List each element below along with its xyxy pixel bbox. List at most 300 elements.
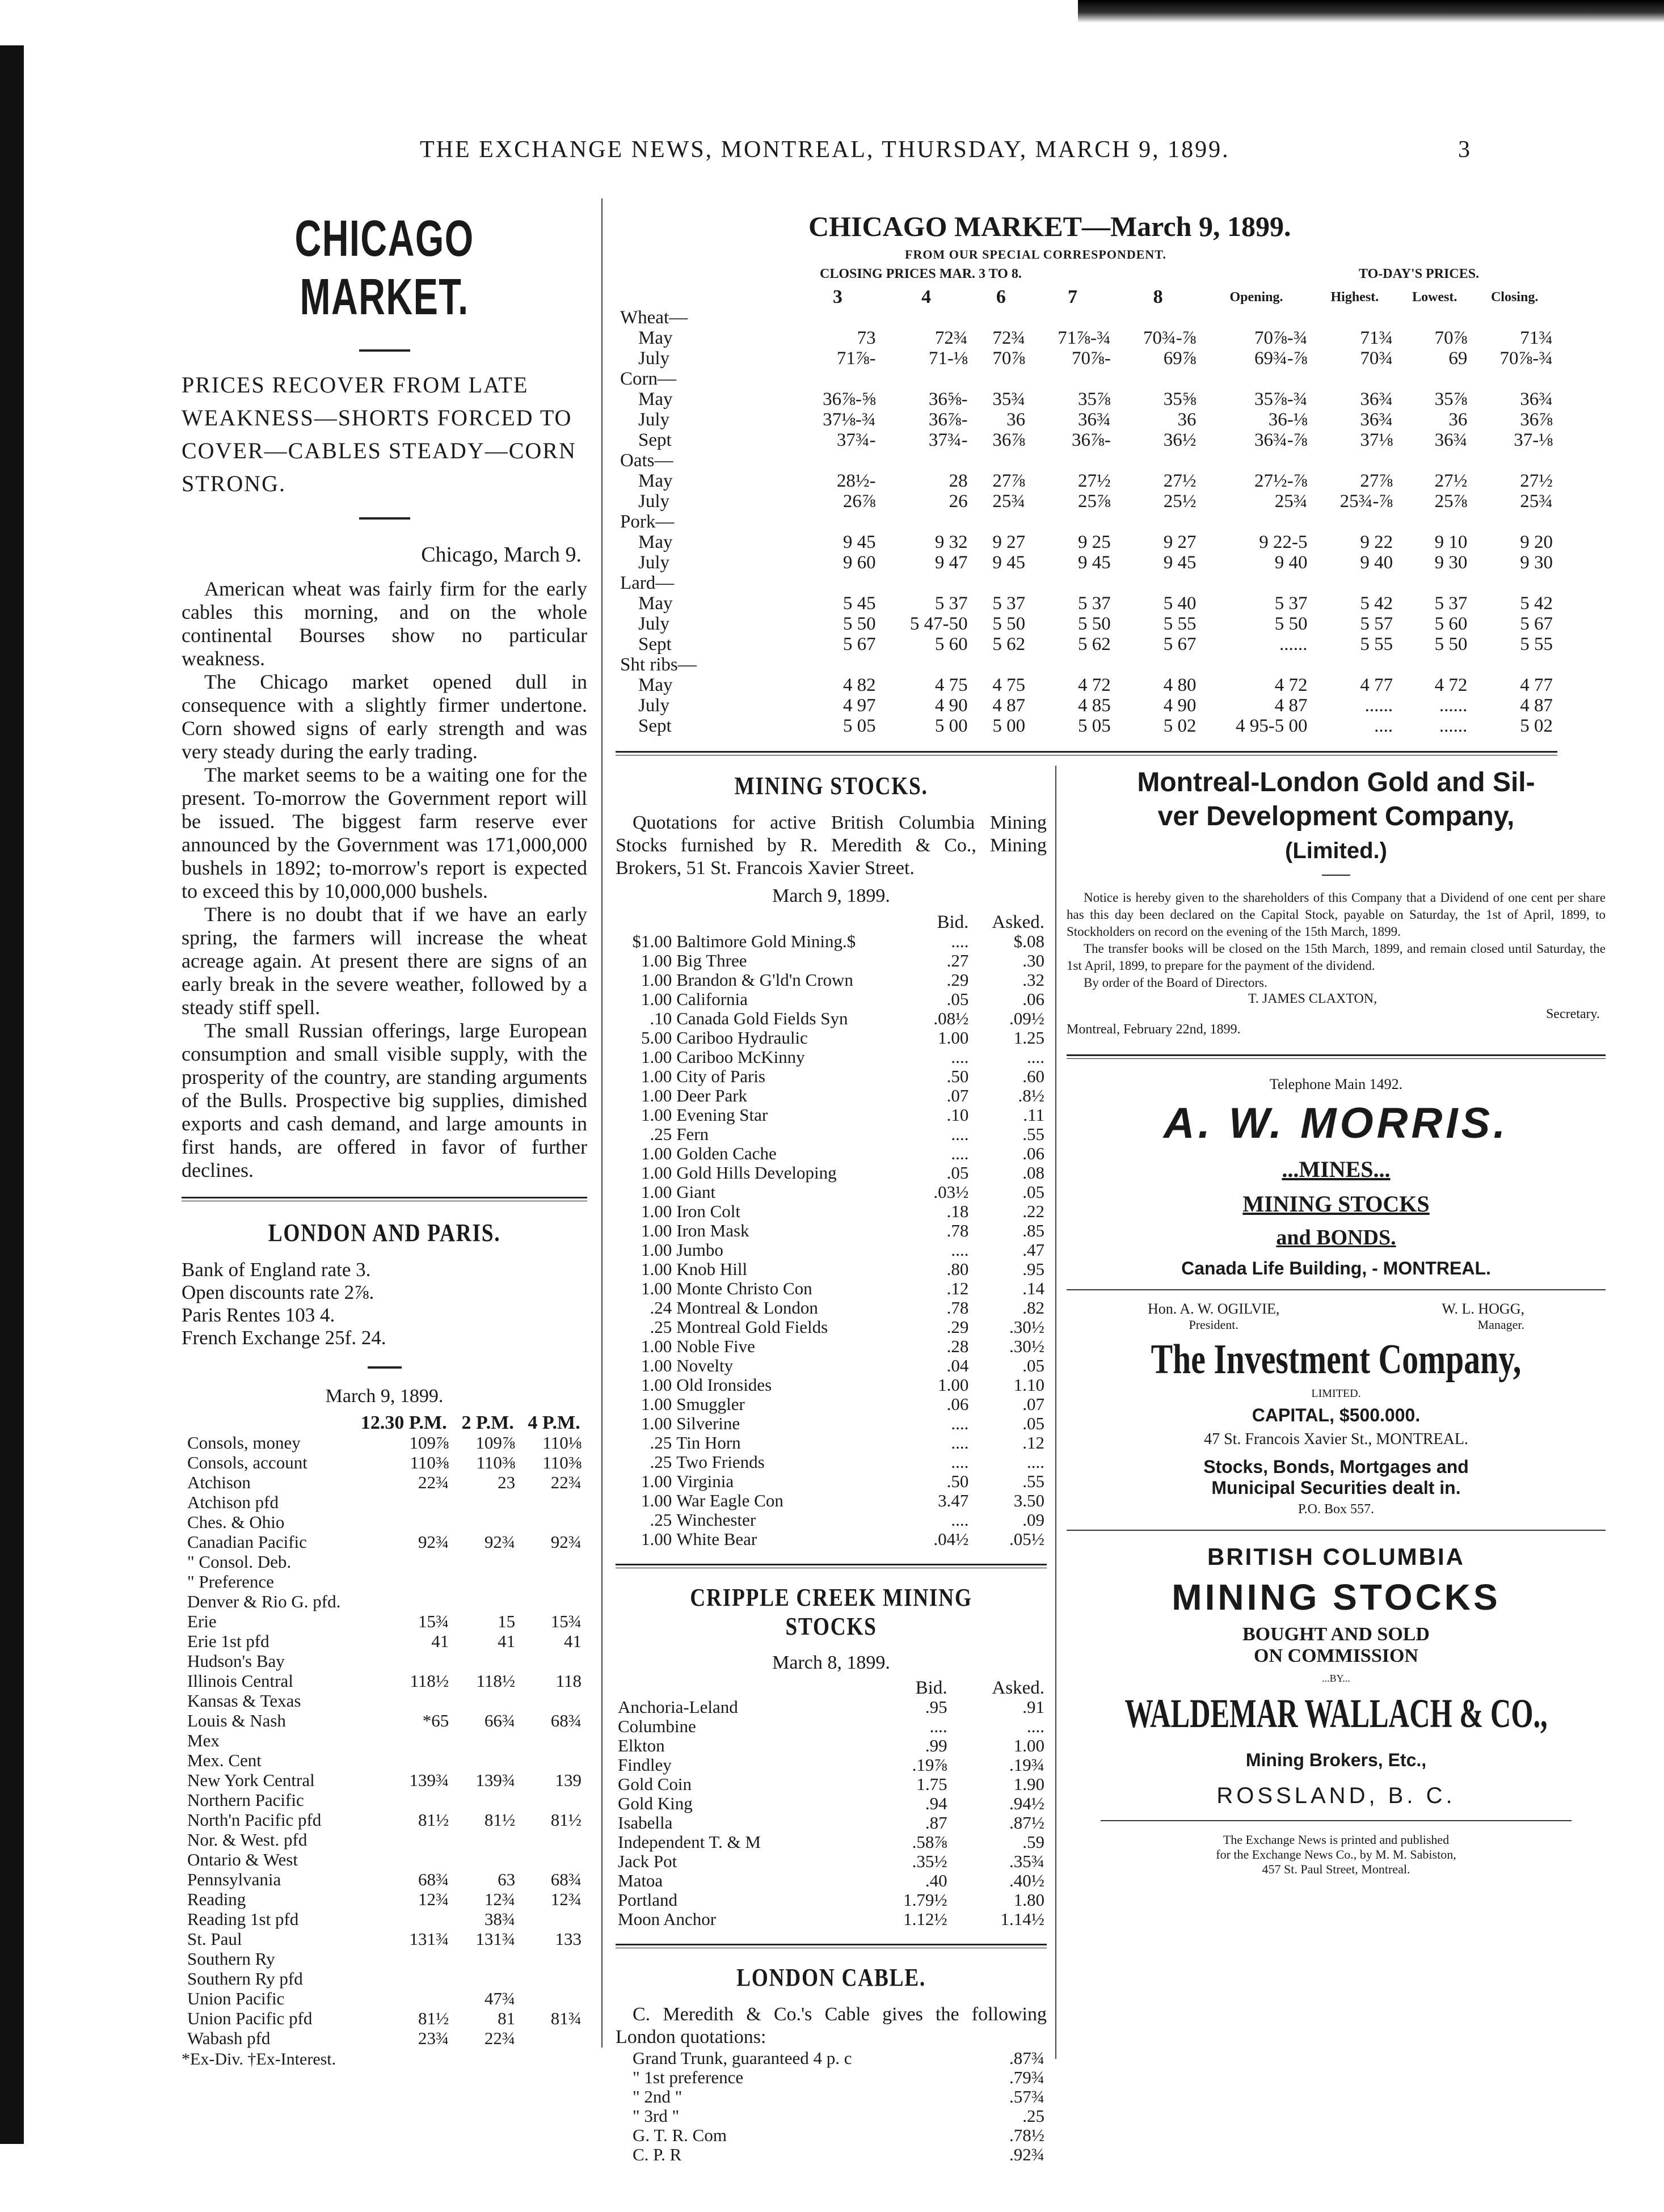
section-rule xyxy=(1067,1054,1606,1059)
morris-address: Canada Life Building, - MONTREAL. xyxy=(1181,1258,1491,1278)
stock-name: Two Friends xyxy=(676,1452,765,1472)
stock-name: Independent T. & M xyxy=(618,1832,761,1852)
price-cell xyxy=(521,1651,587,1671)
par-value: .25 xyxy=(650,1510,672,1530)
delivery-month: May xyxy=(638,328,673,348)
price-cell: 36⅞- xyxy=(1072,430,1111,450)
empty-cell xyxy=(1115,655,1201,675)
table-row xyxy=(616,1491,1047,1510)
stock-name: Big Three xyxy=(676,951,747,970)
empty-cell xyxy=(1115,369,1201,389)
column-header: Highest. xyxy=(1330,290,1379,305)
table-header-row xyxy=(616,1678,1047,1698)
stock-name: Gold Coin xyxy=(618,1774,692,1794)
par-value: .10 xyxy=(650,1008,672,1028)
security-name: " 1st preference xyxy=(633,2067,744,2087)
price-cell: 36 xyxy=(1448,410,1468,430)
table-row xyxy=(616,471,1557,491)
bid-price: .95 xyxy=(925,1697,947,1717)
bid-price: .80 xyxy=(946,1259,969,1279)
stock-name: Anchoria-Leland xyxy=(618,1697,738,1717)
price-cell xyxy=(521,2028,587,2048)
montreal-london-ad xyxy=(1067,766,1606,1037)
quote: .57¾ xyxy=(1009,2087,1044,2107)
price-cell xyxy=(454,1572,521,1592)
stock-name: Knob Hill xyxy=(676,1259,748,1279)
empty-cell xyxy=(1030,307,1115,328)
bid-price: .94 xyxy=(925,1793,947,1813)
price-cell xyxy=(353,1492,454,1512)
table-row xyxy=(182,1651,587,1671)
security-name: Grand Trunk, guaranteed 4 p. c xyxy=(633,2048,852,2068)
investment-line: Stocks, Bonds, Mortgages and xyxy=(1203,1457,1469,1477)
todays-prices-header: TO-DAY'S PRICES. xyxy=(1359,267,1480,281)
par-value: 1.00 xyxy=(641,951,672,970)
table-row xyxy=(616,1375,1047,1395)
table-row xyxy=(616,1221,1047,1240)
scan-top-bar xyxy=(1078,0,1664,23)
empty-cell xyxy=(1397,369,1472,389)
bc-line: BOUGHT AND SOLD xyxy=(1242,1624,1430,1645)
table-row xyxy=(616,1910,1047,1929)
stock-name: Old Ironsides xyxy=(676,1375,772,1395)
price-cell: 5 67 xyxy=(1163,634,1197,655)
security-name: G. T. R. Com xyxy=(633,2125,727,2145)
chicago-market-table-section xyxy=(616,187,1606,770)
morris-name: A. W. MORRIS. xyxy=(1163,1099,1509,1147)
mining-stocks-intro: Quotations for active British Columbia Mining Stocks furnished by R. Meredith & Co., Mining Brokers, 51 St. Francois Xavier Street. xyxy=(616,812,1047,879)
empty-cell xyxy=(1397,512,1472,532)
column-header: 3 xyxy=(832,286,842,307)
security-name: Louis & Nash xyxy=(187,1711,286,1730)
bid-price: .04 xyxy=(946,1356,969,1375)
price-cell: 41 xyxy=(564,1631,582,1651)
security-name: Nor. & West. pfd xyxy=(187,1830,307,1850)
bid-price: .29 xyxy=(946,970,969,990)
empty-cell xyxy=(1397,573,1472,593)
price-cell: 25⅞ xyxy=(1434,491,1468,512)
london-cable-intro: C. Meredith & Co.'s Cable gives the following London quotations: xyxy=(616,2004,1047,2048)
price-cell: ...... xyxy=(1439,695,1468,716)
page-number: 3 xyxy=(1458,137,1470,163)
stock-name: Gold King xyxy=(618,1793,693,1813)
table-row xyxy=(616,634,1557,655)
table-row xyxy=(182,1532,587,1552)
empty-cell xyxy=(881,573,972,593)
delivery-month: Sept xyxy=(638,634,672,655)
price-cell xyxy=(521,1592,587,1611)
table-row xyxy=(616,1183,1047,1202)
price-cell: 27½ xyxy=(1163,471,1197,491)
bid-price: .19⅞ xyxy=(912,1755,947,1775)
par-value: 1.00 xyxy=(641,1240,672,1260)
stock-name: Matoa xyxy=(618,1871,663,1890)
price-cell: 71-⅛ xyxy=(928,348,968,369)
table-row xyxy=(616,1260,1047,1279)
stock-name: Columbine xyxy=(618,1716,696,1736)
price-cell: 139¾ xyxy=(409,1770,449,1790)
price-cell xyxy=(454,1969,521,1989)
price-cell xyxy=(521,1909,587,1929)
price-cell: 9 32 xyxy=(934,532,968,552)
price-cell: 38¾ xyxy=(484,1909,516,1929)
bid-price: .78 xyxy=(946,1221,969,1240)
price-cell: 25½ xyxy=(1163,491,1197,512)
price-cell xyxy=(353,1969,454,1989)
par-value: 1.00 xyxy=(641,1221,672,1240)
stock-name: Cariboo McKinny xyxy=(676,1047,805,1067)
delivery-month: May xyxy=(638,675,673,695)
table-row xyxy=(616,1871,1047,1890)
par-value: 1.00 xyxy=(641,1471,672,1491)
price-cell: 36-⅛ xyxy=(1268,410,1308,430)
stock-name: Baltimore Gold Mining.$ xyxy=(676,931,856,951)
stock-name: Winchester xyxy=(676,1510,756,1530)
price-cell: 110⅛ xyxy=(542,1433,582,1453)
security-name: North'n Pacific pfd xyxy=(187,1810,322,1830)
table-row xyxy=(182,1790,587,1810)
price-cell: 35⅝ xyxy=(1163,389,1197,410)
paragraph: The small Russian offerings, large European consumption and small visible supply, with the prosperity of the country, are standing arguments of the Bulls. Prospective big supplies, dimished exports and cash demand, and large amounts in first hands, are offered in favor of further declines. xyxy=(182,1019,587,1181)
security-name: Ches. & Ohio xyxy=(187,1512,285,1532)
price-cell: 4 75 xyxy=(992,675,1026,695)
table-row xyxy=(616,1698,1047,1717)
column-header: 4 P.M. xyxy=(528,1412,580,1433)
price-cell: 27½-⅞ xyxy=(1254,471,1308,491)
empty-cell xyxy=(1115,450,1201,471)
price-cell xyxy=(454,1830,521,1850)
price-cell: 71⅞- xyxy=(836,348,876,369)
price-cell: 4 85 xyxy=(1078,695,1111,716)
price-cell: 118 xyxy=(555,1671,582,1691)
paragraph: The market seems to be a waiting one for the present. To-morrow the Government report will be issued. The biggest farm reserve ever announced by the Government was 171,000,000 bushels in 1892; to-morrow's report is expected to exceed this by 10,000,000 bushels. xyxy=(182,763,587,902)
table-row xyxy=(616,348,1557,369)
table-row xyxy=(616,1028,1047,1048)
security-name: Southern Ry pfd xyxy=(187,1969,303,1989)
board-order: By order of the Board of Directors. xyxy=(1084,976,1267,990)
bid-price: .99 xyxy=(925,1736,947,1755)
price-cell: 72¾ xyxy=(992,328,1026,348)
price-cell xyxy=(353,1651,454,1671)
empty-cell xyxy=(1115,307,1201,328)
par-value: 1.00 xyxy=(641,1491,672,1510)
price-cell: 63 xyxy=(498,1869,516,1889)
commodity-name: Oats— xyxy=(620,450,673,471)
security-name: Illinois Central xyxy=(187,1671,293,1691)
price-cell: 5 42 xyxy=(1360,593,1393,614)
table-row xyxy=(616,1067,1047,1086)
stock-name: Gold Hills Developing xyxy=(676,1163,837,1183)
bid-price: .87 xyxy=(925,1813,947,1833)
par-value: .24 xyxy=(650,1298,672,1318)
price-cell: 27⅞ xyxy=(1360,471,1393,491)
asked-price: 3.50 xyxy=(1013,1491,1044,1510)
table-row xyxy=(182,1949,587,1969)
price-cell: 5 47-50 xyxy=(909,614,968,634)
empty-cell xyxy=(1115,573,1201,593)
empty-cell xyxy=(1200,512,1312,532)
delivery-month: July xyxy=(638,614,670,634)
morris-telephone: Telephone Main 1492. xyxy=(1269,1076,1403,1092)
stock-name: Jumbo xyxy=(676,1240,723,1260)
par-value: 1.00 xyxy=(641,1356,672,1375)
wallach-place: ROSSLAND, B. C. xyxy=(1216,1783,1456,1808)
price-cell: 36¾ xyxy=(1360,410,1393,430)
price-cell: 5 50 xyxy=(1434,634,1468,655)
price-cell: 9 25 xyxy=(1078,532,1111,552)
price-cell xyxy=(454,1790,521,1810)
empty-cell xyxy=(1472,573,1557,593)
table-row xyxy=(182,1830,587,1850)
commodity-group-row xyxy=(616,573,1557,593)
price-cell xyxy=(521,1750,587,1770)
price-cell: 73 xyxy=(857,328,876,348)
bc-mining-ad xyxy=(1067,1543,1606,1809)
rule xyxy=(359,517,410,520)
table-row xyxy=(616,1530,1047,1549)
table-row xyxy=(616,1279,1047,1298)
column-right-ads xyxy=(1067,766,1606,1877)
price-cell: 4 87 xyxy=(992,695,1026,716)
investment-company-ad xyxy=(1067,1301,1606,1517)
asked-price: .30½ xyxy=(1009,1317,1044,1337)
table-row xyxy=(616,410,1557,430)
column-rule xyxy=(601,199,603,2048)
table-row xyxy=(182,1929,587,1949)
price-cell: 4 72 xyxy=(1078,675,1111,695)
empty-cell xyxy=(881,307,972,328)
delivery-month: May xyxy=(638,389,673,410)
price-cell: 12¾ xyxy=(418,1889,449,1909)
price-cell: 23 xyxy=(498,1472,516,1492)
price-cell: 131¾ xyxy=(475,1929,516,1949)
table-row xyxy=(616,2145,1047,2164)
price-cell: 9 45 xyxy=(1163,552,1197,573)
price-cell xyxy=(353,1850,454,1869)
table-row xyxy=(182,1512,587,1532)
bid-price: .27 xyxy=(946,951,969,970)
stock-name: Montreal & London xyxy=(676,1298,818,1318)
table-row xyxy=(182,1631,587,1651)
rate-line: French Exchange 25f. 24. xyxy=(182,1327,386,1349)
price-cell: 36¾ xyxy=(1434,430,1468,450)
chicago-table-title: CHICAGO MARKET—March 9, 1899. xyxy=(808,210,1291,242)
table-row xyxy=(616,1736,1047,1755)
price-cell: 5 05 xyxy=(1078,716,1111,736)
price-cell: 9 47 xyxy=(934,552,968,573)
price-cell: 15¾ xyxy=(418,1611,449,1631)
table-row xyxy=(182,1770,587,1790)
rate-line: Paris Rentes 103 4. xyxy=(182,1304,335,1326)
imprint-line: 457 St. Paul Street, Montreal. xyxy=(1262,1862,1410,1876)
price-cell: 5 42 xyxy=(1520,593,1553,614)
price-cell: 47¾ xyxy=(484,1989,516,2008)
security-name: Northern Pacific xyxy=(187,1790,304,1810)
table-row xyxy=(616,970,1047,990)
transfer-books-notice: The transfer books will be closed on the 15th March, 1899, and remain closed until Saturday, the 1st April, 1899, to prepare for the payment of the dividend. xyxy=(1067,942,1606,973)
morris-bonds: and BONDS. xyxy=(1276,1226,1396,1249)
rate-line: Bank of England rate 3. xyxy=(182,1259,371,1281)
commodity-name: Wheat— xyxy=(620,307,688,328)
price-cell xyxy=(454,1592,521,1611)
asked-price: .40½ xyxy=(1009,1871,1044,1890)
security-name: Hudson's Bay xyxy=(187,1651,285,1671)
asked-price: .12 xyxy=(1022,1433,1044,1453)
table-row xyxy=(616,1510,1047,1530)
price-cell: 5 67 xyxy=(842,634,876,655)
asked-price: .30½ xyxy=(1009,1336,1044,1356)
delivery-month: May xyxy=(638,471,673,491)
price-cell: 81¾ xyxy=(550,2008,582,2028)
empty-cell xyxy=(881,450,972,471)
bid-price: .05 xyxy=(946,989,969,1009)
morris-mines: ...MINES... xyxy=(1282,1156,1391,1182)
price-cell: 5 45 xyxy=(842,593,876,614)
bid-price: .18 xyxy=(946,1201,969,1221)
column-header: Opening. xyxy=(1229,290,1283,305)
price-cell: 23¾ xyxy=(418,2028,449,2048)
column-header: 7 xyxy=(1067,286,1077,307)
empty-cell xyxy=(1200,573,1312,593)
table-row xyxy=(182,1691,587,1711)
price-cell: 15¾ xyxy=(550,1611,582,1631)
table-row xyxy=(182,1750,587,1770)
stock-name: Iron Mask xyxy=(676,1221,749,1240)
asked-price: .32 xyxy=(1022,970,1044,990)
price-cell: 68¾ xyxy=(418,1869,449,1889)
delivery-month: July xyxy=(638,552,670,573)
par-value: 1.00 xyxy=(641,1182,672,1202)
price-cell: 131¾ xyxy=(409,1929,449,1949)
price-cell: 36⅞-⅝ xyxy=(823,389,876,410)
price-cell: 5 55 xyxy=(1520,634,1553,655)
price-cell: 9 45 xyxy=(842,532,876,552)
price-cell: 26⅞ xyxy=(842,491,876,512)
empty-cell xyxy=(1030,655,1115,675)
price-cell xyxy=(454,1949,521,1969)
price-cell: 15 xyxy=(498,1611,516,1631)
price-cell: 36½ xyxy=(1163,430,1197,450)
empty-cell xyxy=(972,369,1030,389)
empty-cell xyxy=(972,655,1030,675)
asked-price: .60 xyxy=(1022,1066,1044,1086)
price-cell: 25¾ xyxy=(1274,491,1308,512)
stock-name: Evening Star xyxy=(676,1105,768,1125)
price-cell: 27½ xyxy=(1520,471,1553,491)
stock-name: Portland xyxy=(618,1890,678,1910)
table-row xyxy=(182,1592,587,1611)
price-cell xyxy=(454,1691,521,1711)
table-row xyxy=(182,1850,587,1869)
empty-cell xyxy=(972,307,1030,328)
price-cell: .... xyxy=(1374,716,1393,736)
asked-price: .95 xyxy=(1022,1259,1044,1279)
price-cell: 41 xyxy=(431,1631,449,1651)
bid-price: .50 xyxy=(946,1471,969,1491)
price-cell: 25¾-⅞ xyxy=(1339,491,1393,512)
price-cell: 26 xyxy=(949,491,968,512)
price-cell: 27½ xyxy=(1078,471,1111,491)
price-cell xyxy=(521,1949,587,1969)
table-row xyxy=(616,2049,1047,2068)
stock-name: Noble Five xyxy=(676,1336,755,1356)
security-name: Erie 1st pfd xyxy=(187,1631,269,1651)
table-row xyxy=(182,1492,587,1512)
investment-address: 47 St. Francois Xavier St., MONTREAL. xyxy=(1204,1430,1468,1448)
chicago-article-body xyxy=(182,577,587,1182)
price-cell xyxy=(454,1492,521,1512)
price-cell: 92¾ xyxy=(418,1532,449,1552)
price-cell xyxy=(521,1730,587,1750)
investment-line: Municipal Securities dealt in. xyxy=(1211,1478,1461,1498)
price-cell: 9 20 xyxy=(1520,532,1553,552)
security-name: Wabash pfd xyxy=(187,2028,271,2048)
price-cell: 36⅝- xyxy=(928,389,968,410)
running-head: THE EXCHANGE NEWS, MONTREAL, THURSDAY, MARCH 9, 1899. xyxy=(420,137,1230,163)
price-cell: 68¾ xyxy=(550,1869,582,1889)
chicago-market-table xyxy=(616,287,1557,736)
table-row xyxy=(616,1009,1047,1028)
empty-cell xyxy=(1200,307,1312,328)
table-row xyxy=(182,1572,587,1592)
price-cell: 5 02 xyxy=(1163,716,1197,736)
commodity-group-row xyxy=(616,655,1557,675)
price-cell xyxy=(353,1572,454,1592)
price-cell xyxy=(454,1651,521,1671)
security-name: St. Paul xyxy=(187,1929,242,1949)
price-cell: 70⅞-¾ xyxy=(1499,348,1553,369)
asked-price: .19¾ xyxy=(1009,1755,1044,1775)
empty-cell xyxy=(1312,307,1398,328)
asked-price: .55 xyxy=(1022,1124,1044,1144)
price-cell: 92¾ xyxy=(484,1532,516,1552)
empty-cell xyxy=(881,369,972,389)
ad-title-line: (Limited.) xyxy=(1285,838,1387,863)
asked-price: 1.80 xyxy=(1013,1890,1044,1910)
bid-price: .... xyxy=(951,1452,969,1472)
price-cell xyxy=(521,1572,587,1592)
price-cell: 4 87 xyxy=(1274,695,1308,716)
price-cell: 5 02 xyxy=(1520,716,1553,736)
par-value: 1.00 xyxy=(641,970,672,990)
quote: .87¾ xyxy=(1009,2048,1044,2068)
par-value: $1.00 xyxy=(632,931,672,951)
price-cell: 9 22-5 xyxy=(1259,532,1308,552)
asked-price: .30 xyxy=(1022,951,1044,970)
scan-shadow-edge xyxy=(0,45,24,2144)
security-name: " 2nd " xyxy=(633,2087,683,2107)
bid-price: .12 xyxy=(946,1278,969,1298)
price-cell xyxy=(454,1850,521,1869)
stock-name: Silverine xyxy=(676,1413,740,1433)
price-cell: 36¾ xyxy=(1360,389,1393,410)
bid-price: .07 xyxy=(946,1086,969,1105)
price-cell xyxy=(353,1750,454,1770)
price-cell: 139¾ xyxy=(475,1770,516,1790)
stock-name: Cariboo Hydraulic xyxy=(676,1028,808,1048)
security-name: Canadian Pacific xyxy=(187,1532,307,1552)
table-row xyxy=(182,2028,587,2048)
rule xyxy=(368,1366,402,1369)
officer-right xyxy=(1442,1301,1524,1332)
price-cell: 70¾-⅞ xyxy=(1143,328,1197,348)
price-cell: 5 67 xyxy=(1520,614,1553,634)
price-cell xyxy=(353,1730,454,1750)
empty-cell xyxy=(881,512,972,532)
table-row xyxy=(616,1755,1047,1775)
empty-cell xyxy=(1200,369,1312,389)
price-cell xyxy=(521,1492,587,1512)
